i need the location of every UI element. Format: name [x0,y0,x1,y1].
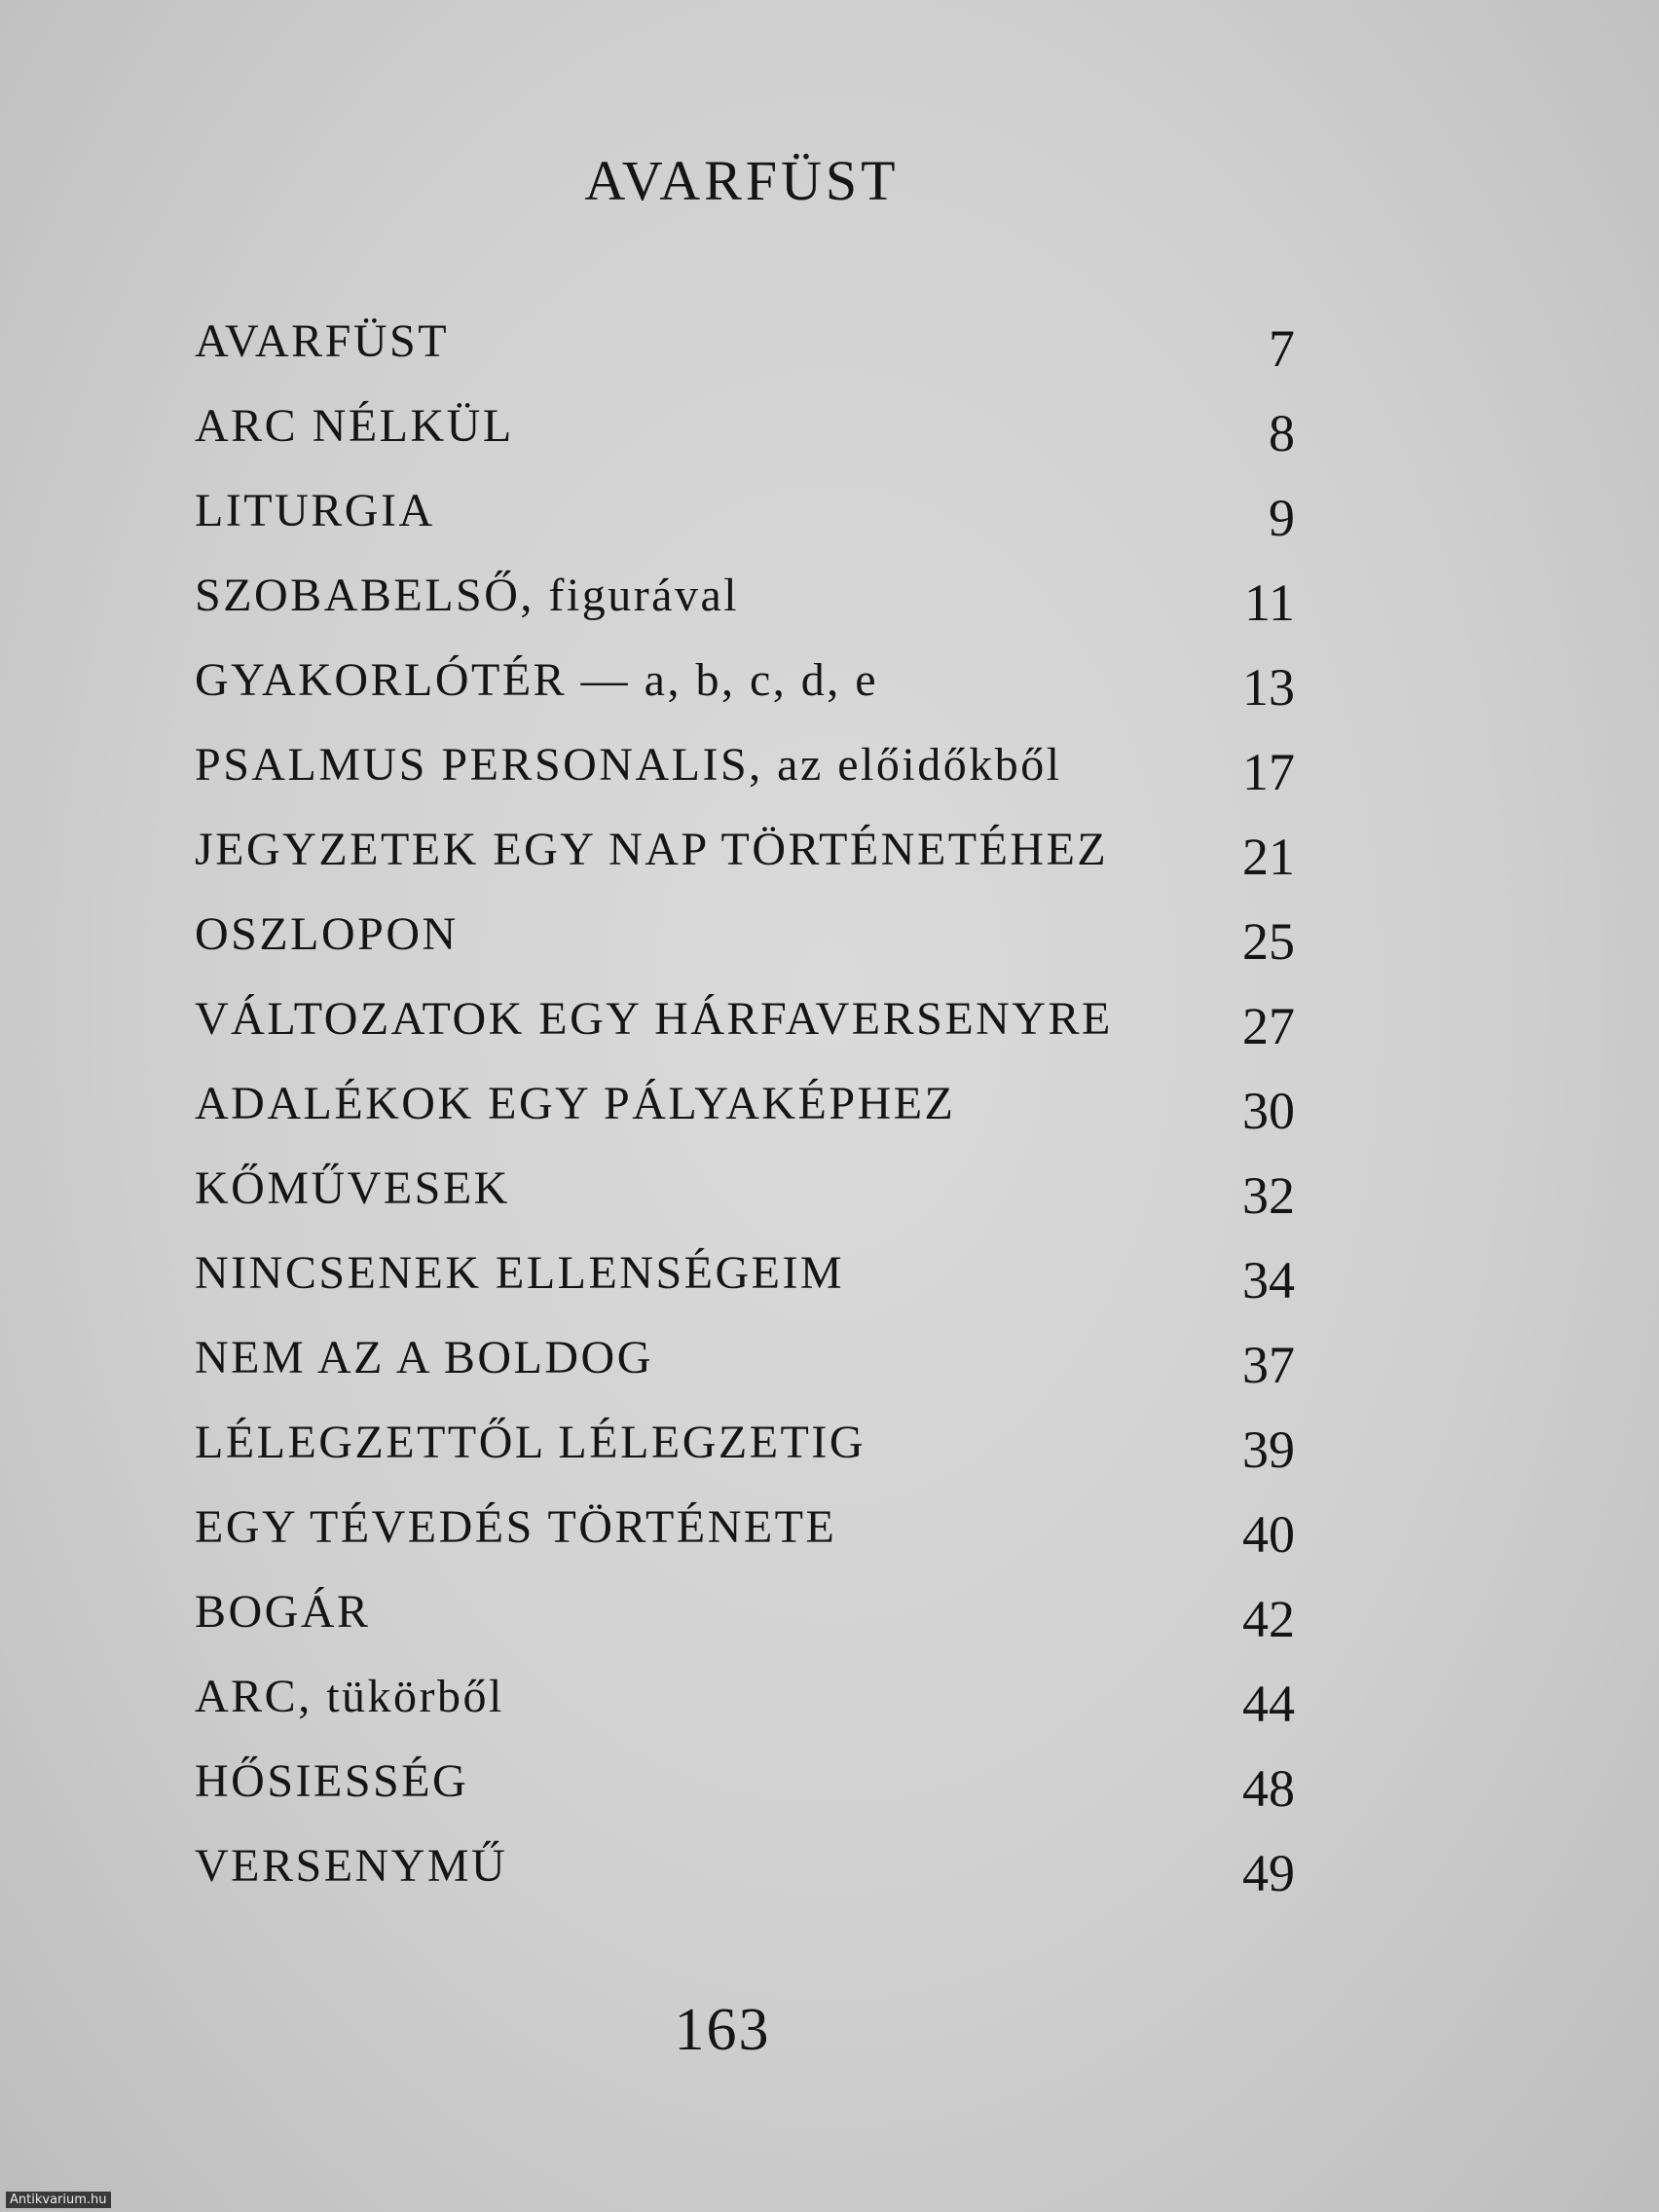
toc-entry-title: BOGÁR [195,1586,371,1638]
toc-entry [195,479,1295,564]
toc-entry [195,1665,1295,1750]
toc-entry [195,1750,1295,1834]
toc-entry-page: 37 [1242,1336,1295,1394]
toc-entry-title: VERSENYMŰ [195,1840,508,1892]
watermark-label: Antikvarium.hu [6,2192,111,2208]
toc-entry-title: NINCSENEK ELLENSÉGEIM [195,1247,845,1299]
toc-entry [195,987,1295,1072]
toc-entry [195,394,1295,479]
toc-entry-page: 48 [1242,1759,1295,1818]
toc-entry-title: ARC, tükörből [195,1671,504,1722]
toc-entry-title: JEGYZETEK EGY NAP TÖRTÉNETÉHEZ [195,824,1109,875]
toc-entry [195,1495,1295,1580]
toc-entry-page: 42 [1242,1590,1295,1648]
page-number: 163 [674,1997,771,2063]
toc-entry-title: AVARFÜST [195,315,450,367]
toc-entry-page: 40 [1242,1505,1295,1564]
toc-entry-title: ADALÉKOK EGY PÁLYAKÉPHEZ [195,1078,956,1129]
toc-entry [195,733,1295,818]
toc-entry-page: 7 [1269,319,1295,378]
toc-entry [195,1241,1295,1326]
toc-entry [195,564,1295,648]
toc-entry-title: LÉLEGZETTŐL LÉLEGZETIG [195,1417,866,1468]
toc-entry-title: GYAKORLÓTÉR — a, b, c, d, e [195,654,879,706]
toc-entry-page: 49 [1242,1844,1295,1902]
toc-entry-title: EGY TÉVEDÉS TÖRTÉNETE [195,1501,837,1553]
toc-entry [195,1834,1295,1919]
toc-entry-title: LITURGIA [195,485,435,536]
toc-entry [195,1157,1295,1241]
toc-entry [195,818,1295,903]
toc-entry-title: NEM AZ A BOLDOG [195,1332,653,1383]
toc-entry-page: 25 [1242,912,1295,971]
toc-entry [195,1072,1295,1157]
toc-entry-title: KŐMŰVESEK [195,1162,510,1214]
toc-entry-page: 9 [1269,489,1295,547]
toc-entry [195,310,1295,394]
toc-entry-title: HŐSIESSÉG [195,1755,469,1807]
toc-entry [195,1580,1295,1665]
toc-entry [195,903,1295,987]
toc-entry [195,1411,1295,1495]
toc-entry-page: 32 [1242,1166,1295,1225]
toc-entry-title: PSALMUS PERSONALIS, az előidőkből [195,739,1062,791]
toc-entry-page: 27 [1242,997,1295,1055]
toc-entry-title: ARC NÉLKÜL [195,400,514,452]
toc-entry-page: 21 [1242,828,1295,886]
toc-entry [195,1326,1295,1411]
toc-entry-page: 44 [1242,1675,1295,1733]
toc-entry-page: 11 [1244,573,1295,632]
toc-entry-page: 30 [1242,1082,1295,1140]
toc-entry-title: OSZLOPON [195,908,459,960]
toc-entry-title: SZOBABELSŐ, figurával [195,570,740,621]
toc-entry-page: 13 [1242,658,1295,717]
toc-entry-title: VÁLTOZATOK EGY HÁRFAVERSENYRE [195,993,1113,1045]
toc-entry-page: 17 [1242,743,1295,801]
toc-entry [195,648,1295,733]
toc-entry-page: 8 [1269,404,1295,462]
toc-entry-page: 39 [1242,1420,1295,1479]
toc-entry-page: 34 [1242,1251,1295,1309]
table-of-contents [195,310,1295,1919]
section-heading: AVARFÜST [584,149,900,212]
